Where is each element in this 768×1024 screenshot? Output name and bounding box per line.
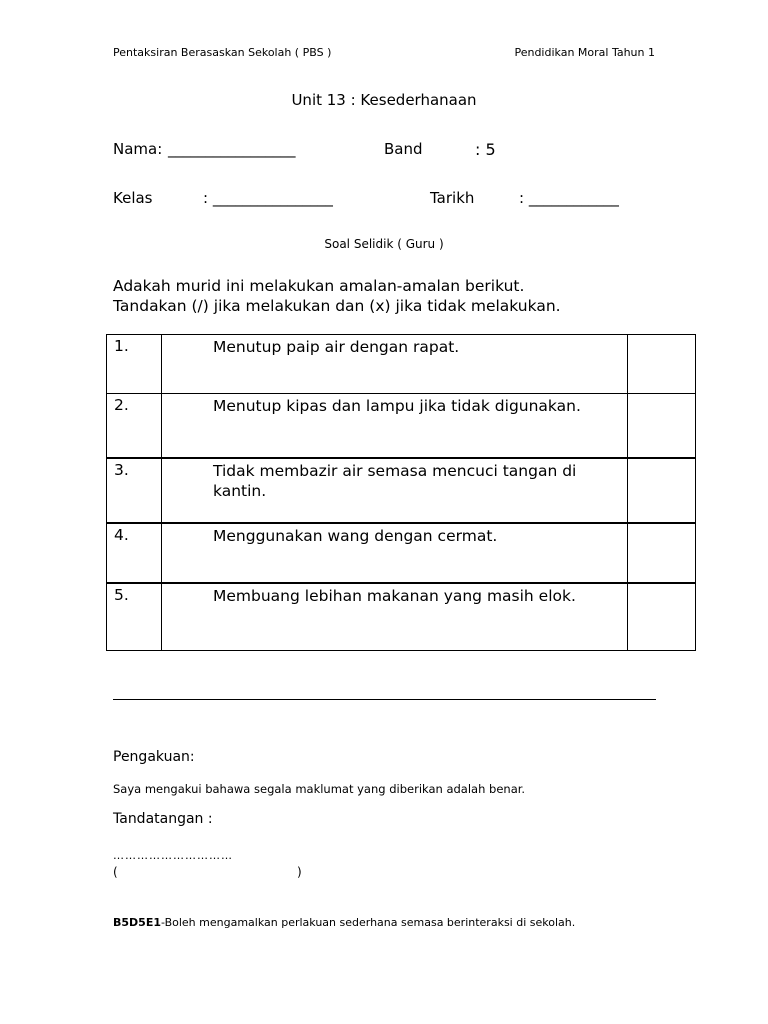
header-left: Pentaksiran Berasaskan Sekolah ( PBS ) xyxy=(113,46,332,59)
name-paren-open: ( xyxy=(113,865,118,879)
subtitle: Soal Selidik ( Guru ) xyxy=(324,237,444,251)
footer-note xyxy=(113,916,575,929)
footer-text: -Boleh mengamalkan perlakuan sederhana semasa berinteraksi di sekolah. xyxy=(161,916,576,929)
signature-line: ………………………… xyxy=(113,849,233,862)
page-title: Unit 13 : Kesederhanaan xyxy=(291,91,477,109)
mark-cell[interactable] xyxy=(628,458,696,523)
table-row xyxy=(107,523,696,583)
instruction-line-1: Adakah murid ini melakukan amalan-amalan berikut. xyxy=(113,277,525,295)
signature-label: Tandatangan : xyxy=(113,811,213,827)
mark-cell[interactable] xyxy=(628,583,696,651)
item-text: Menutup kipas dan lampu jika tidak digunakan. xyxy=(162,394,628,459)
table-row xyxy=(107,583,696,651)
item-number: 2. xyxy=(107,394,162,459)
item-text: Tidak membazir air semasa mencuci tangan di kantin. xyxy=(162,458,628,523)
header-right: Pendidikan Moral Tahun 1 xyxy=(514,46,655,59)
name-paren-close: ) xyxy=(297,865,302,879)
acknowledgement-statement: Saya mengakui bahawa segala maklumat yang diberikan adalah benar. xyxy=(113,782,526,796)
item-text: Membuang lebihan makanan yang masih elok. xyxy=(162,583,628,651)
nama-line: _________________ xyxy=(168,140,296,158)
instructions xyxy=(113,276,713,316)
kelas-line: : ________________ xyxy=(203,189,333,207)
table-row xyxy=(107,335,696,394)
item-text: Menggunakan wang dengan cermat. xyxy=(162,523,628,583)
acknowledgement-label: Pengakuan: xyxy=(113,749,195,765)
item-number: 3. xyxy=(107,458,162,523)
band-label: Band xyxy=(384,140,423,158)
band-value: : 5 xyxy=(475,140,496,159)
checklist-table xyxy=(106,334,696,651)
mark-cell[interactable] xyxy=(628,394,696,459)
tarikh-label: Tarikh xyxy=(430,189,475,207)
footer-code: B5D5E1 xyxy=(113,916,161,929)
item-number: 5. xyxy=(107,583,162,651)
table-row xyxy=(107,458,696,523)
item-number: 1. xyxy=(107,335,162,394)
item-number: 4. xyxy=(107,523,162,583)
kelas-label: Kelas xyxy=(113,189,153,207)
tarikh-line: : ____________ xyxy=(519,189,619,207)
divider-line xyxy=(113,699,656,700)
table-row xyxy=(107,394,696,459)
mark-cell[interactable] xyxy=(628,523,696,583)
nama-label: Nama: xyxy=(113,140,163,158)
item-text: Menutup paip air dengan rapat. xyxy=(162,335,628,394)
instruction-line-2: Tandakan (/) jika melakukan dan (x) jika tidak melakukan. xyxy=(113,297,561,315)
mark-cell[interactable] xyxy=(628,335,696,394)
